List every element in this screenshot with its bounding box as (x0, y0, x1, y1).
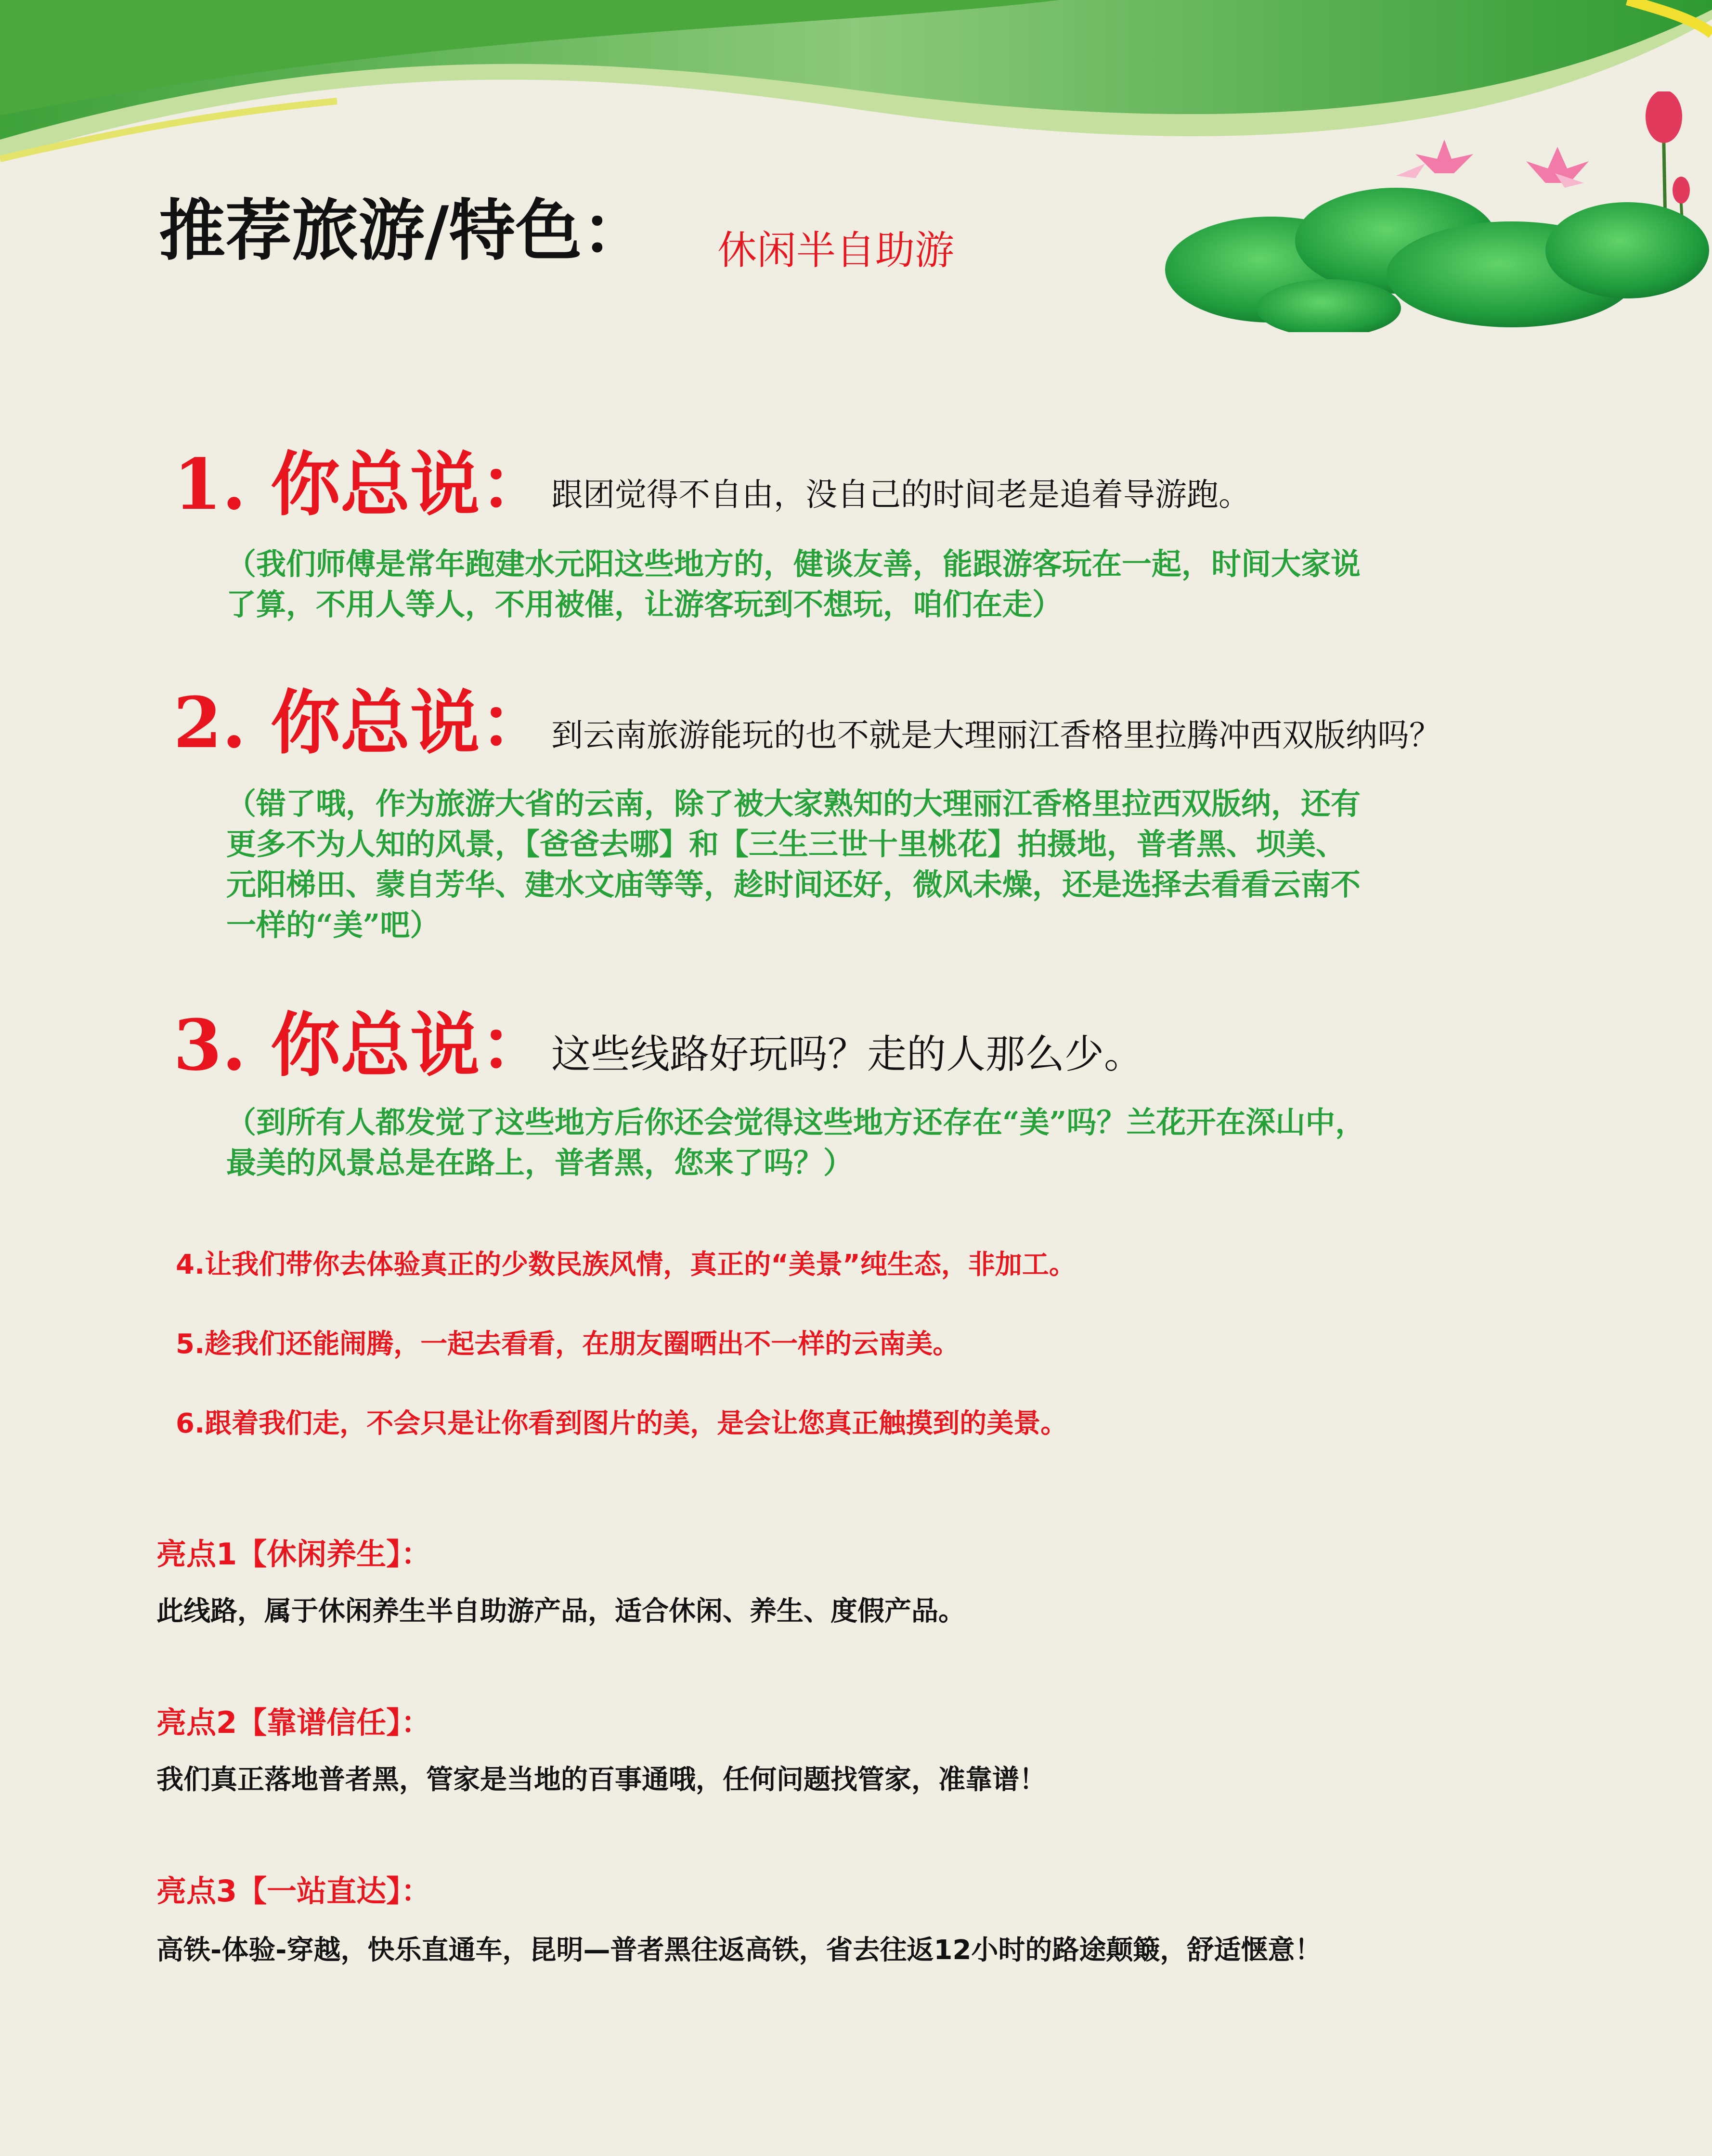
answer-line: （我们师傅是常年跑建水元阳这些地方的，健谈友善，能跟游客玩在一起，时间大家说 (226, 546, 1361, 581)
point-5: 5.趁我们还能闹腾，一起去看看，在朋友圈晒出不一样的云南美。 (176, 1329, 960, 1360)
question-1-text: 跟团觉得不自由，没自己的时间老是追着导游跑。 (551, 476, 1250, 513)
question-label-text: 3. 你总说： (173, 1005, 550, 1086)
answer-line: 最美的风景总是在路上，普者黑，您来了吗？） (226, 1145, 854, 1180)
question-2-text: 到云南旅游能玩的也不就是大理丽江香格里拉腾冲西双版纳吗？ (551, 717, 1441, 754)
point-6: 6.跟着我们走，不会只是让你看到图片的美，是会让您真正触摸到的美景。 (176, 1408, 1068, 1439)
page-title: 推荐旅游/特色： (159, 191, 648, 270)
highlight-1-body: 此线路，属于休闲养生半自助游产品，适合休闲、养生、度假产品。 (156, 1596, 965, 1627)
answer-line: 一样的“美”吧） (226, 907, 440, 942)
question-3-label (173, 1005, 550, 1086)
answer-line: 元阳梯田、蒙自芳华、建水文庙等等，趁时间还好，微风未燥，还是选择去看看云南不 (226, 867, 1361, 902)
highlight-2-body: 我们真正落地普者黑，管家是当地的百事通哦，任何问题找管家，准靠谱！ (156, 1764, 1046, 1795)
answer-line: 了算，不用人等人，不用被催，让游客玩到不想玩，咱们在走） (226, 587, 1063, 622)
answer-3 (226, 1102, 1574, 1183)
answer-line: （到所有人都发觉了这些地方后你还会觉得这些地方还存在“美”吗？兰花开在深山中， (226, 1105, 1365, 1140)
question-2-label (173, 682, 550, 764)
lotus-leaves-illustration (1165, 91, 1712, 332)
highlight-2-title: 亮点2【靠谱信任】： (156, 1705, 431, 1740)
question-1-label (173, 444, 550, 526)
question-3-text: 这些线路好玩吗？走的人那么少。 (551, 1032, 1144, 1077)
highlight-1-title: 亮点1【休闲养生】： (156, 1536, 431, 1572)
answer-1 (226, 544, 1574, 625)
point-4: 4.让我们带你去体验真正的少数民族风情，真正的“美景”纯生态，非加工。 (176, 1249, 1076, 1280)
highlight-3-body: 高铁-体验-穿越，快乐直通车，昆明—普者黑往返高铁，省去往返12小时的路途颠簸，舒适惬意！ (156, 1935, 1322, 1966)
page-subtitle: 休闲半自助游 (717, 228, 955, 273)
answer-2 (226, 784, 1574, 945)
question-label-text: 2. 你总说： (173, 682, 550, 764)
question-label-text: 1. 你总说： (173, 444, 550, 526)
answer-line: 更多不为人知的风景，【爸爸去哪】和【三生三世十里桃花】拍摄地，普者黑、坝美、 (226, 826, 1346, 862)
highlight-3-title: 亮点3【一站直达】： (156, 1873, 431, 1909)
answer-line: （错了哦，作为旅游大省的云南，除了被大家熟知的大理丽江香格里拉西双版纳，还有 (226, 786, 1361, 821)
